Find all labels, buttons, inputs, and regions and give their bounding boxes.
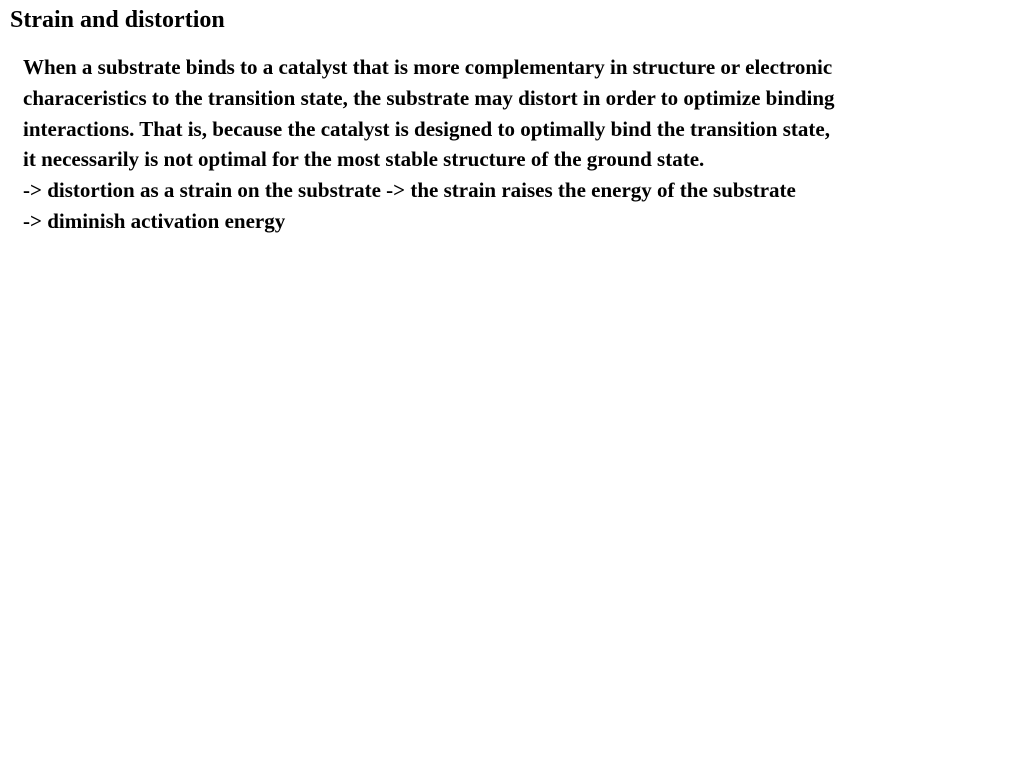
body-line: characeristics to the transition state, the substrate may distort in order to optimize binding: [23, 85, 835, 110]
body-line: When a substrate binds to a catalyst that is more complementary in structure or electronic: [23, 55, 833, 79]
body-line: -> distortion as a strain on the substrate -> the strain raises the energy of the substrate: [23, 178, 796, 203]
page-title: Strain and distortion: [10, 7, 225, 33]
body-line: interactions. That is, because the catalyst is designed to optimally bind the transition state,: [23, 116, 830, 141]
body-line: -> diminish activation energy: [23, 208, 286, 233]
body-line: it necessarily is not optimal for the most stable structure of the ground state.: [23, 147, 705, 172]
body-text: [23, 52, 1018, 237]
